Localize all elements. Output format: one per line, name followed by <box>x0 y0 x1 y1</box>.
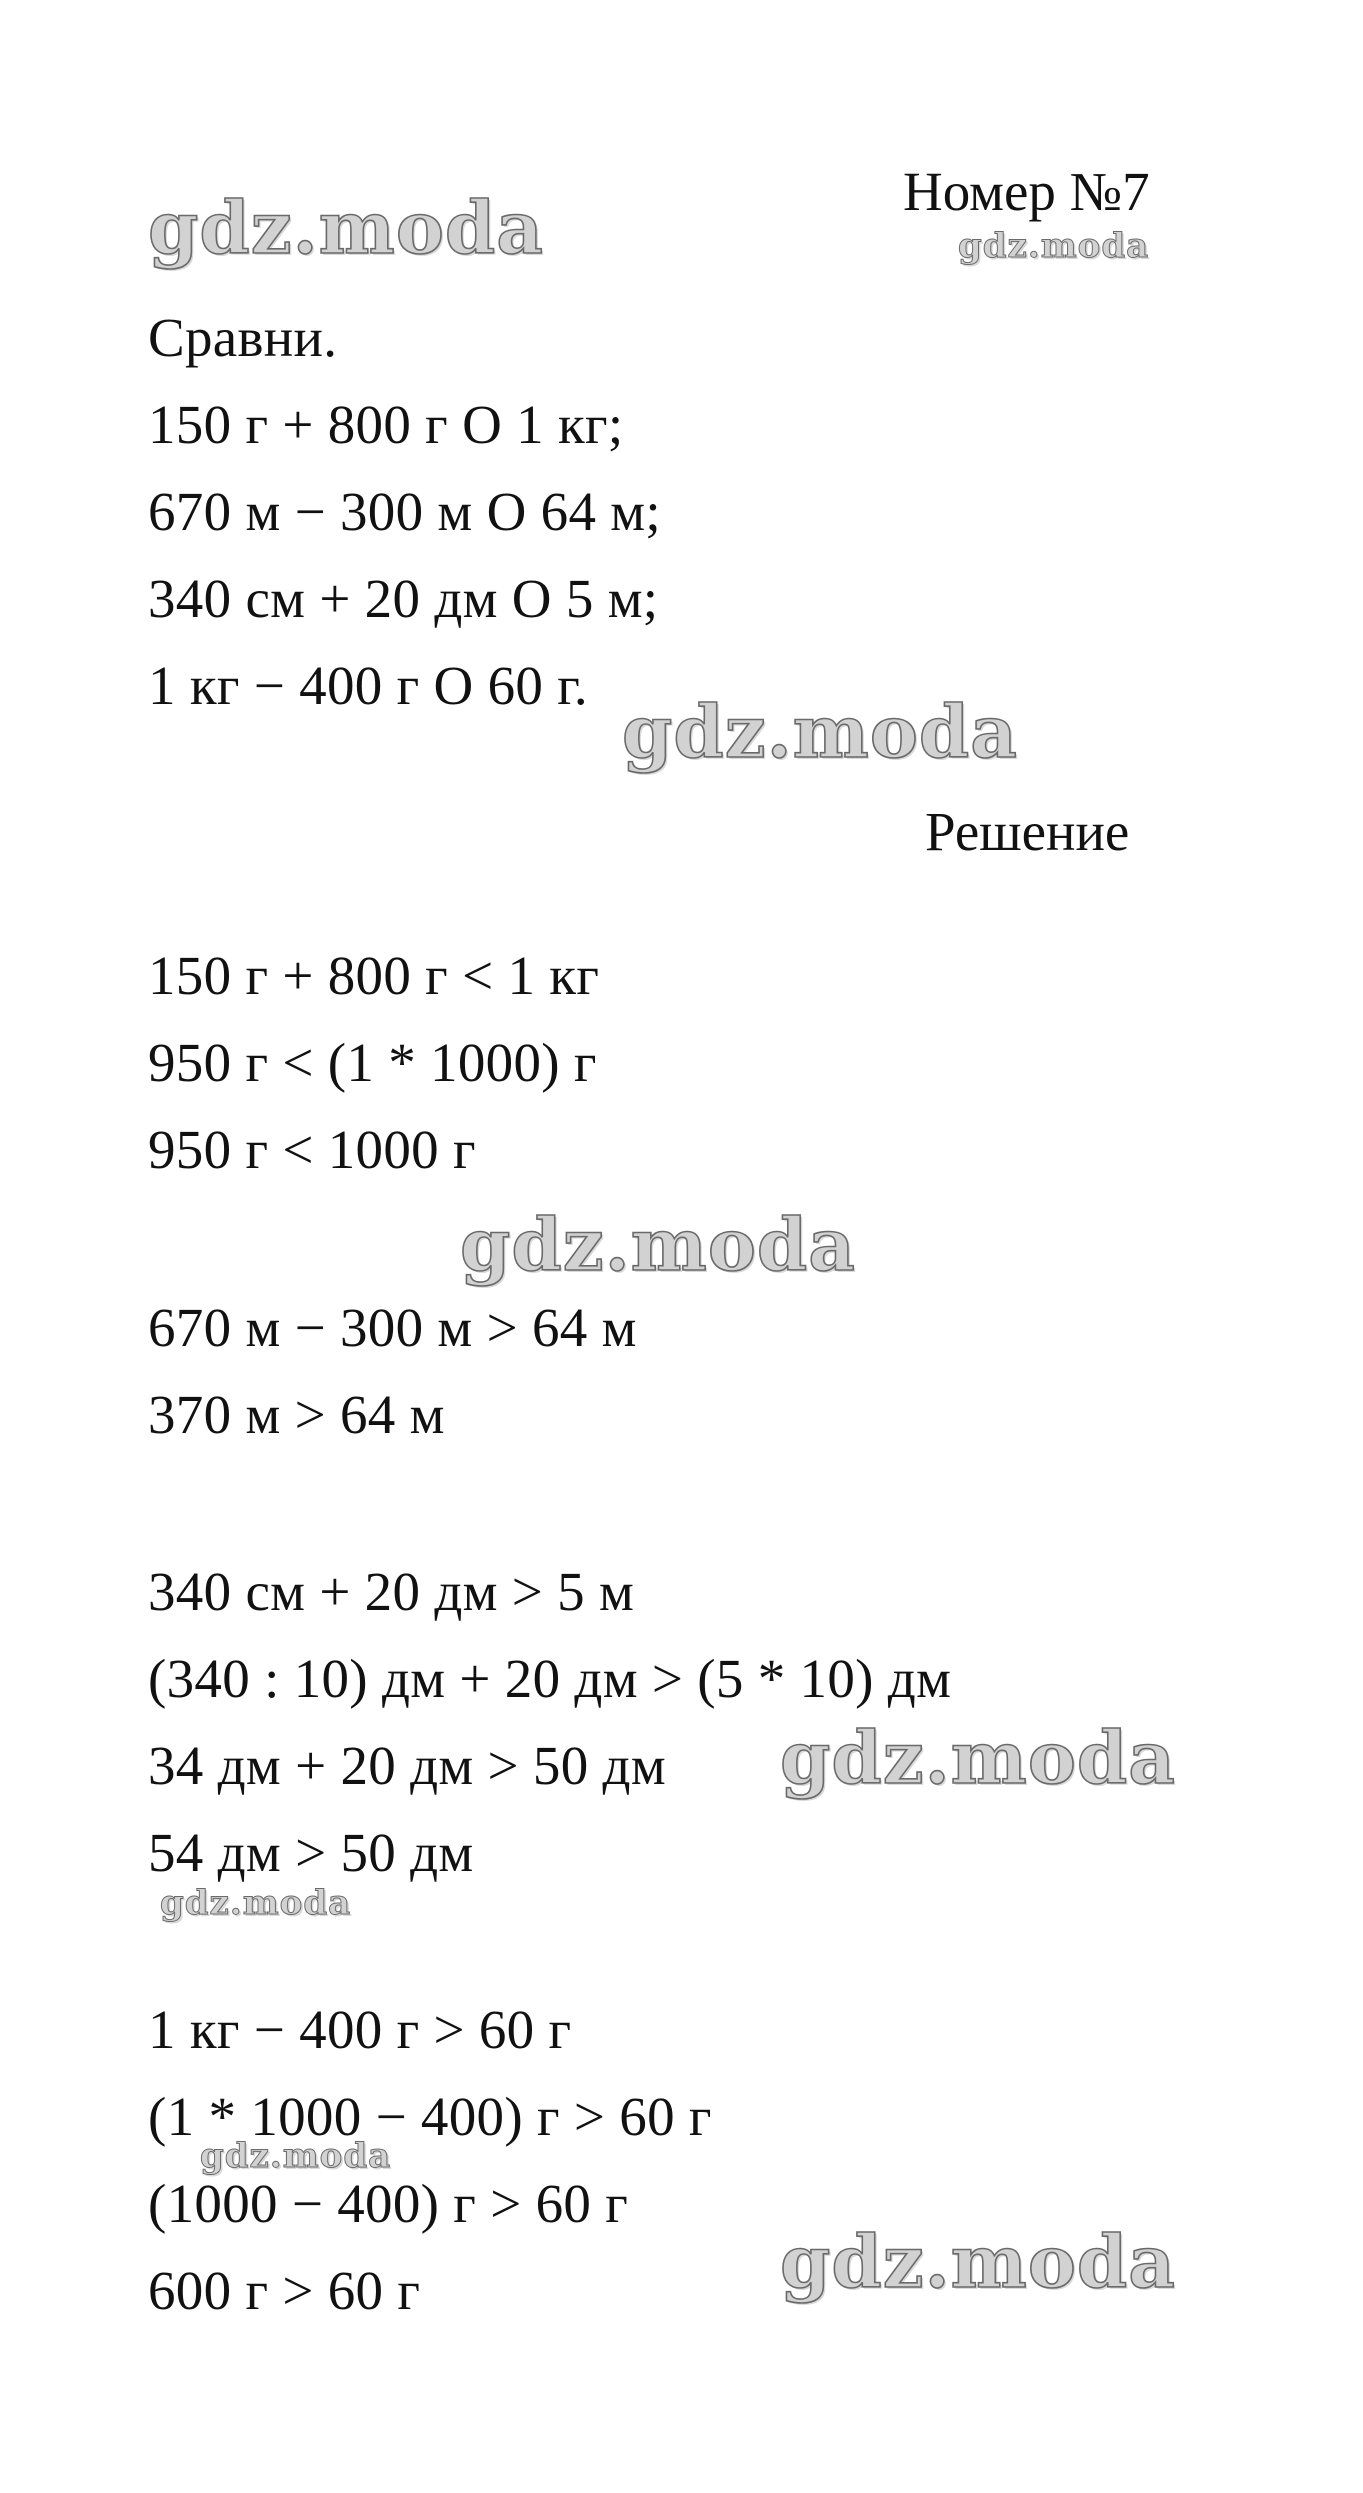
task-line: 150 г + 800 г О 1 кг; <box>148 394 624 455</box>
solution-line: 34 дм + 20 дм > 50 дм <box>148 1735 666 1796</box>
watermark: gdz.moda <box>780 1715 1176 1800</box>
solution-line: 54 дм > 50 дм <box>148 1822 474 1883</box>
task-prompt: Сравни. <box>148 307 338 368</box>
watermark: gdz.moda <box>622 689 1018 774</box>
watermark: gdz.moda <box>160 1883 352 1923</box>
solution-line: 150 г + 800 г < 1 кг <box>148 945 600 1006</box>
solution-line: 370 м > 64 м <box>148 1384 445 1445</box>
solution-line: 670 м − 300 м > 64 м <box>148 1297 637 1358</box>
task-line: 1 кг − 400 г О 60 г. <box>148 655 588 716</box>
watermark: gdz.moda <box>958 226 1150 266</box>
solution-line: 950 г < 1000 г <box>148 1119 476 1180</box>
watermark: gdz.moda <box>780 2219 1176 2304</box>
solution-heading: Решение <box>925 801 1130 862</box>
task-line: 670 м − 300 м О 64 м; <box>148 481 661 542</box>
solution-line: (1 * 1000 − 400) г > 60 г <box>148 2086 712 2147</box>
watermark: gdz.moda <box>460 1202 856 1287</box>
task-line: 340 см + 20 дм О 5 м; <box>148 568 659 629</box>
solution-line: 950 г < (1 * 1000) г <box>148 1032 597 1093</box>
solution-line: 600 г > 60 г <box>148 2260 421 2321</box>
page-number-title: Номер №7 <box>903 161 1150 222</box>
solution-line: (340 : 10) дм + 20 дм > (5 * 10) дм <box>148 1648 952 1709</box>
watermark: gdz.moda <box>200 2136 392 2176</box>
watermark: gdz.moda <box>148 185 544 270</box>
solution-line: 340 см + 20 дм > 5 м <box>148 1561 635 1622</box>
solution-line: 1 кг − 400 г > 60 г <box>148 1999 572 2060</box>
solution-line: (1000 − 400) г > 60 г <box>148 2173 629 2234</box>
